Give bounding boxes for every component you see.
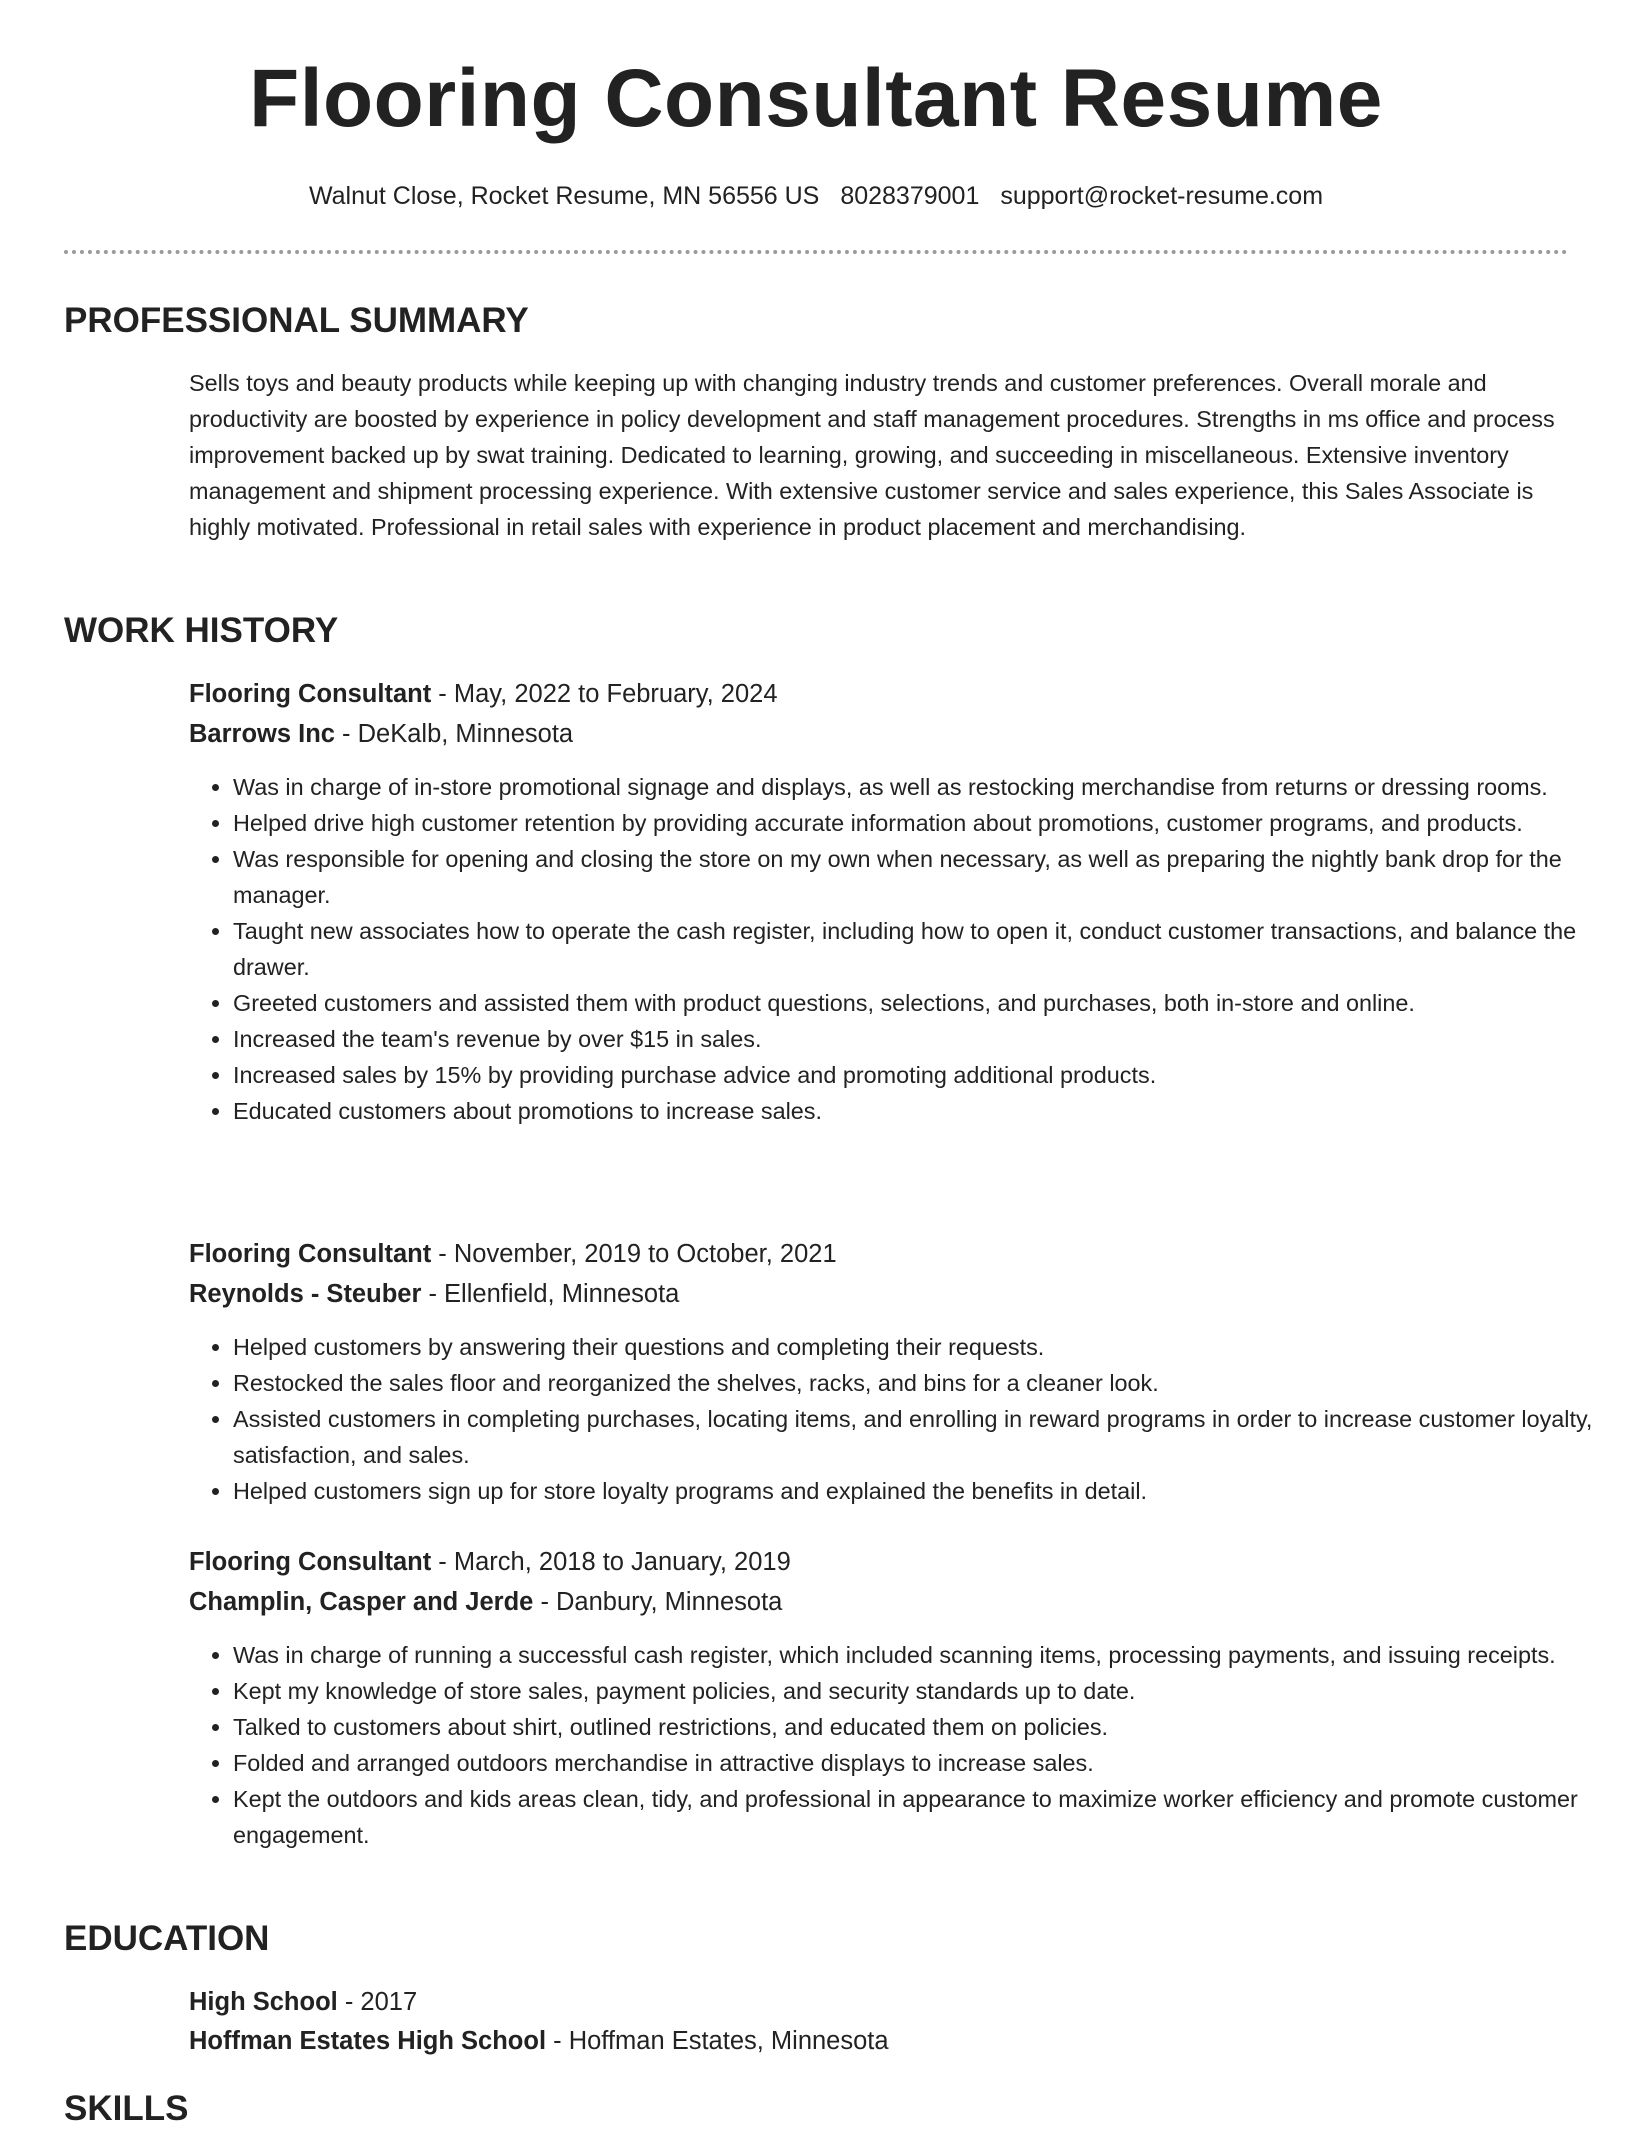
education-year: - 2017	[337, 1988, 418, 2016]
list-item: • Talked to customers about shirt, outlined restrictions, and educated them on policies.	[233, 1709, 1613, 1745]
summary-text: Sells toys and beauty products while keeping up with changing industry trends and customer preferences. Overall morale and productivity are boosted by experience in policy development and staff management procedures. Strengths in ms office and process improvement backed up by swat training. Dedicated to learning, growing, and succeeding in miscellaneous. Extensive inventory management and shipment processing experience. With extensive customer service and sales experience, this Sales Associate is highly motivated. Professional in retail sales with experience in product placement and merchandising.	[189, 370, 1555, 540]
job-title-line	[189, 679, 778, 710]
job-title: Flooring Consultant	[189, 680, 432, 708]
job-location: - Ellenfield, Minnesota	[421, 1280, 680, 1308]
job-company: Champlin, Casper and Jerde	[189, 1588, 534, 1616]
list-item: • Folded and arranged outdoors merchandise in attractive displays to increase sales.	[233, 1745, 1613, 1781]
job-company: Reynolds - Steuber	[189, 1280, 422, 1308]
job-title: Flooring Consultant	[189, 1240, 432, 1268]
job-company-line	[189, 1587, 782, 1618]
education-heading: EDUCATION	[64, 1919, 270, 1958]
list-item: • Helped customers sign up for store loyalty programs and explained the benefits in detail.	[233, 1473, 1613, 1509]
list-item: • Was in charge of running a successful cash register, which included scanning items, processing payments, and issuing receipts.	[233, 1637, 1613, 1673]
summary-heading: PROFESSIONAL SUMMARY	[64, 301, 529, 340]
list-item: • Was in charge of in-store promotional signage and displays, as well as restocking merchandise from returns or dressing rooms.	[233, 769, 1613, 805]
list-item: • Kept the outdoors and kids areas clean, tidy, and professional in appearance to maximize worker efficiency and promote customer engagement.	[233, 1781, 1613, 1853]
education-location: - Hoffman Estates, Minnesota	[546, 2027, 889, 2055]
job-dates: - March, 2018 to January, 2019	[431, 1548, 791, 1576]
list-item: • Increased sales by 15% by providing purchase advice and promoting additional products.	[233, 1057, 1613, 1093]
list-item: • Assisted customers in completing purchases, locating items, and enrolling in reward programs in order to increase customer loyalty, satisfaction, and sales.	[233, 1401, 1613, 1473]
job-title: Flooring Consultant	[189, 1548, 432, 1576]
list-item: • Educated customers about promotions to increase sales.	[233, 1093, 1613, 1129]
education-degree: High School	[189, 1988, 338, 2016]
job-dates: - May, 2022 to February, 2024	[431, 680, 778, 708]
resume-title: Flooring Consultant Resume	[249, 53, 1383, 144]
job-company: Barrows Inc	[189, 720, 335, 748]
list-item: • Taught new associates how to operate the cash register, including how to open it, conduct customer transactions, and balance the drawer.	[233, 913, 1613, 985]
list-item: • Helped customers by answering their questions and completing their requests.	[233, 1329, 1613, 1365]
list-item: • Helped drive high customer retention by providing accurate information about promotions, customer programs, and products.	[233, 805, 1613, 841]
job-location: - Danbury, Minnesota	[533, 1588, 783, 1616]
job-title-line	[189, 1547, 791, 1578]
list-item: • Was responsible for opening and closing the store on my own when necessary, as well as preparing the nightly bank drop for the manager.	[233, 841, 1613, 913]
job-company-line	[189, 1279, 679, 1310]
job-title-line	[189, 1239, 837, 1270]
job-bullets	[189, 1329, 1613, 1509]
education-degree-line	[189, 1987, 417, 2018]
contact-address: Walnut Close, Rocket Resume, MN 56556 US	[308, 182, 820, 210]
list-item: • Greeted customers and assisted them with product questions, selections, and purchases, both in-store and online.	[233, 985, 1613, 1021]
list-item: • Increased the team's revenue by over $15 in sales.	[233, 1021, 1613, 1057]
job-company-line	[189, 719, 573, 750]
job-dates: - November, 2019 to October, 2021	[431, 1240, 837, 1268]
contact-phone: 8028379001	[840, 182, 980, 210]
skills-heading: SKILLS	[64, 2089, 189, 2128]
list-item: • Restocked the sales floor and reorganized the shelves, racks, and bins for a cleaner look.	[233, 1365, 1613, 1401]
education-school: Hoffman Estates High School	[189, 2027, 547, 2055]
job-bullets	[189, 769, 1613, 1129]
job-location: - DeKalb, Minnesota	[334, 720, 574, 748]
contact-email: support@rocket-resume.com	[1000, 182, 1324, 210]
header-divider	[64, 250, 1568, 254]
education-school-line	[189, 2026, 889, 2057]
list-item: • Kept my knowledge of store sales, payment policies, and security standards up to date.	[233, 1673, 1613, 1709]
job-bullets	[189, 1637, 1613, 1853]
work-history-heading: WORK HISTORY	[64, 611, 339, 650]
contact-line	[0, 181, 1632, 211]
